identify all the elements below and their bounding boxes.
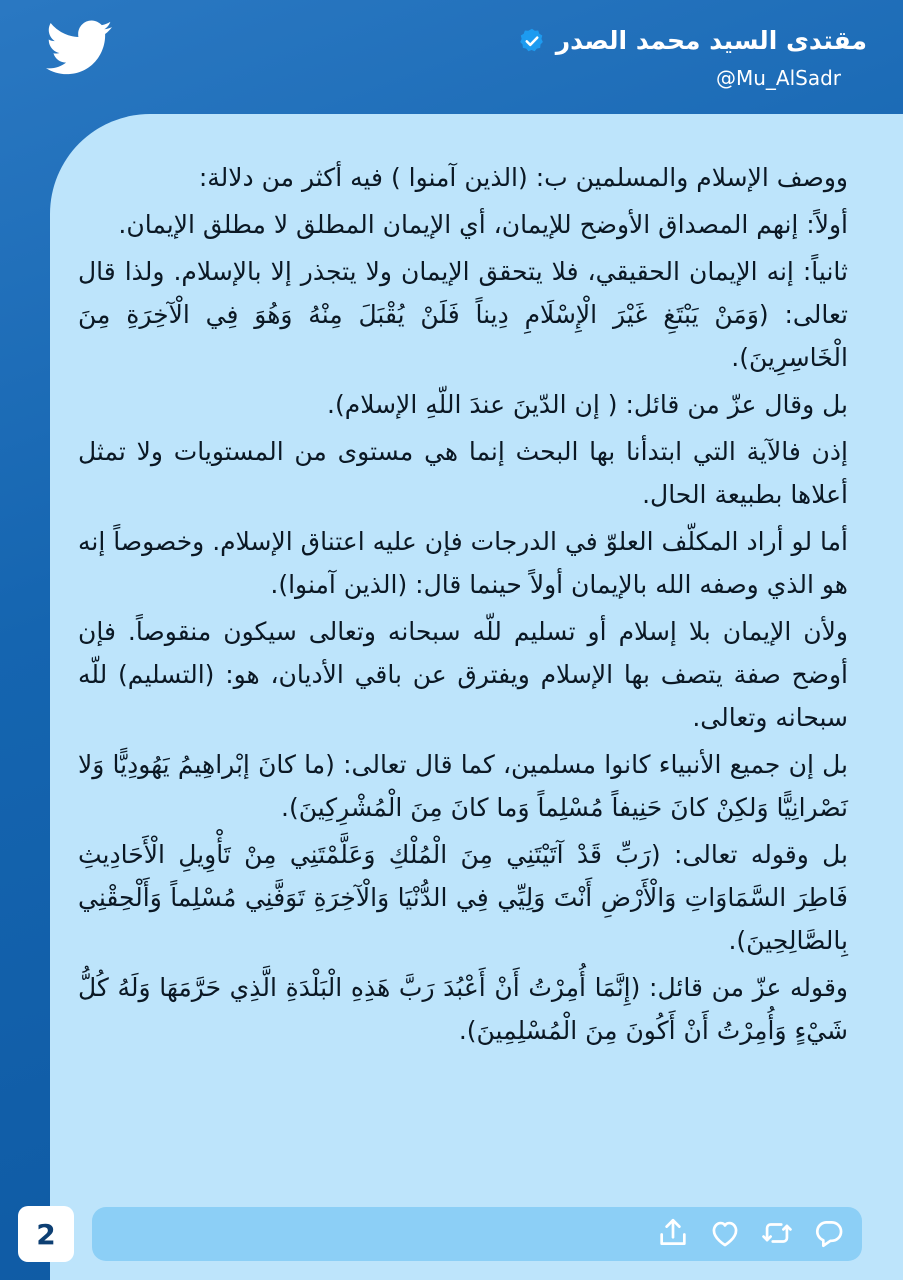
author-handle[interactable]: @Mu_AlSadr <box>715 66 841 90</box>
share-icon[interactable] <box>656 1216 690 1250</box>
paragraph-levels: إذن فالآية التي ابتدأنا بها البحث إنما هي مستوى من المستويات ولا تمثل أعلاها بطبيعة الحال. <box>78 437 848 509</box>
retweet-icon[interactable] <box>760 1216 794 1250</box>
paragraph-yusuf-verse: بل وقوله تعالى: (رَبِّ قَدْ آتَيْتَنِي مِنَ الْمُلْكِ وَعَلَّمْتَنِي مِنْ تَأْوِيلِ الْأَحَادِيثِ فَاطِرَ السَّمَاوَاتِ وَالْأَرْضِ أَنْتَ وَلِيِّي فِي الدُّنْيَا وَالْآخِرَةِ تَوَفَّنِي مُسْلِماً وَأَلْحِقْنِي بِالصَّالِحِينَ). <box>78 840 848 955</box>
paragraph-second: ثانياً: إنه الإيمان الحقيقي، فلا يتحقق الإيمان ولا يتجذر إلا بالإسلام. ولذا قال تعالى: (وَمَنْ يَبْتَغِ غَيْرَ الْإِسْلَامِ دِيناً فَلَنْ يُقْبَلَ مِنْهُ وَهُوَ فِي الْآخِرَةِ مِنَ الْخَاسِرِينَ). <box>78 257 848 372</box>
reply-icon[interactable] <box>812 1216 846 1250</box>
paragraph-prophets: بل إن جميع الأنبياء كانوا مسلمين، كما قال تعالى: (ما كانَ إبْراهِيمُ يَهُودِيًّا وَلا نَصْرانِيًّا وَلكِنْ كانَ حَنِيفاً مُسْلِماً وَما كانَ مِنَ الْمُشْرِكِينَ). <box>78 750 848 822</box>
page-number-badge: 2 <box>18 1206 74 1262</box>
paragraph-elevation: أما لو أراد المكلّف العلوّ في الدرجات فإن عليه اعتناق الإسلام. وخصوصاً إنه هو الذي وصفه الله بالإيمان أولاً حينما قال: (الذين آمنوا). <box>78 527 848 599</box>
post-body <box>78 156 848 1056</box>
paragraph-submission: ولأن الإيمان بلا إسلام أو تسليم للّه سبحانه وتعالى سيكون منقوصاً. فإن أوضح صفة يتصف بها الإسلام ويفترق عن باقي الأديان، هو: (التسليم) للّه سبحانه وتعالى. <box>78 617 848 732</box>
author-name[interactable]: مقتدى السيد محمد الصدر <box>555 26 867 55</box>
header <box>0 0 903 110</box>
paragraph-verse-islam: بل وقال عزّ من قائل: ( إن الدّينَ عندَ اللّهِ الإسلام). <box>327 390 848 419</box>
paragraph-final-verse: وقوله عزّ من قائل: (إِنَّمَا أُمِرْتُ أَنْ أَعْبُدَ رَبَّ هَذِهِ الْبَلْدَةِ الَّذِي حَرَّمَهَا وَلَهُ كُلُّ شَيْءٍ وَأُمِرْتُ أَنْ أَكُونَ مِنَ الْمُسْلِمِينَ). <box>78 973 848 1045</box>
paragraph-first: أولاً: إنهم المصداق الأوضح للإيمان، أي الإيمان المطلق لا مطلق الإيمان. <box>118 210 848 239</box>
like-icon[interactable] <box>708 1216 742 1250</box>
paragraph-intro: ووصف الإسلام والمسلمين ب: (الذين آمنوا ) فيه أكثر من دلالة: <box>198 163 848 192</box>
author-row <box>518 26 867 55</box>
action-icons <box>656 1216 846 1250</box>
twitter-bird-icon <box>46 20 112 76</box>
action-bar <box>92 1207 862 1261</box>
verified-badge-icon <box>518 27 546 55</box>
